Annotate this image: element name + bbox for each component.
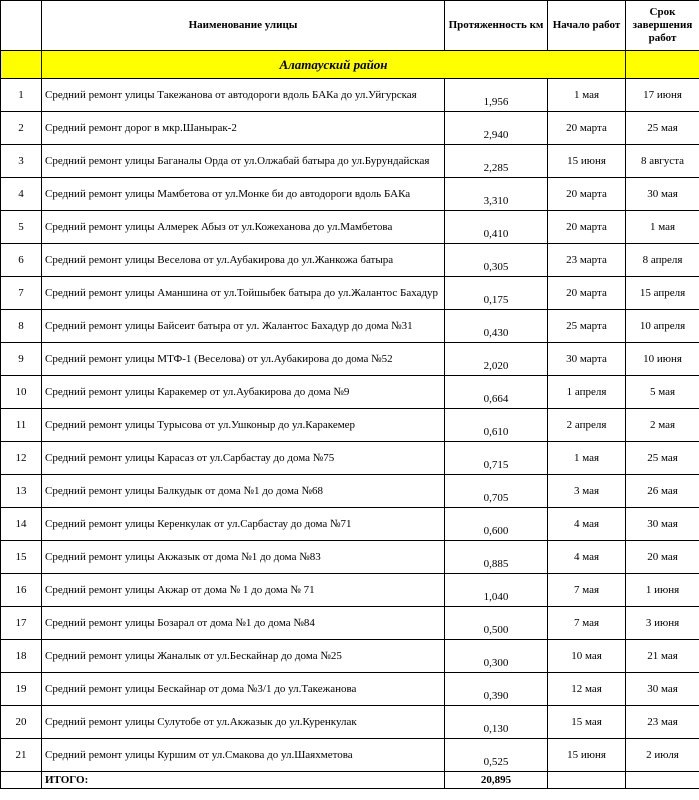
end-date: 10 апреля: [626, 310, 699, 343]
length-km: 3,310: [445, 178, 548, 211]
street-name: Средний ремонт улицы Керенкулак от ул.Сарбастау до дома №71: [42, 508, 445, 541]
row-number: 1: [1, 79, 42, 112]
total-end-cell: [626, 772, 699, 789]
table-row: [1, 673, 699, 706]
start-date: 7 мая: [548, 574, 626, 607]
end-date: 21 мая: [626, 640, 699, 673]
length-km: 0,664: [445, 376, 548, 409]
end-date: 17 июня: [626, 79, 699, 112]
table-row: [1, 541, 699, 574]
row-number: 4: [1, 178, 42, 211]
length-km: 0,300: [445, 640, 548, 673]
length-km: 1,956: [445, 79, 548, 112]
district-name: Алатауский район: [42, 51, 626, 79]
start-date: 3 мая: [548, 475, 626, 508]
length-km: 2,020: [445, 343, 548, 376]
end-date: 15 апреля: [626, 277, 699, 310]
row-number: 10: [1, 376, 42, 409]
start-date: 10 мая: [548, 640, 626, 673]
end-date: 1 июня: [626, 574, 699, 607]
length-km: 0,430: [445, 310, 548, 343]
start-date: 2 апреля: [548, 409, 626, 442]
length-km: 0,130: [445, 706, 548, 739]
street-name: Средний ремонт улицы Аманшина от ул.Тойшыбек батыра до ул.Жалантос Бахадур: [42, 277, 445, 310]
row-number: 18: [1, 640, 42, 673]
start-date: 20 марта: [548, 277, 626, 310]
end-date: 25 мая: [626, 442, 699, 475]
table-row: [1, 508, 699, 541]
length-km: 0,610: [445, 409, 548, 442]
table-row: [1, 706, 699, 739]
row-number: 6: [1, 244, 42, 277]
end-date: 8 августа: [626, 145, 699, 178]
end-date: 10 июня: [626, 343, 699, 376]
street-name: Средний ремонт улицы Бескайнар от дома №3/1 до ул.Такежанова: [42, 673, 445, 706]
row-number: 14: [1, 508, 42, 541]
end-date: 30 мая: [626, 673, 699, 706]
street-name: Средний ремонт улицы Акжар от дома № 1 до дома № 71: [42, 574, 445, 607]
row-number: 3: [1, 145, 42, 178]
street-name: Средний ремонт улицы Бозарал от дома №1 до дома №84: [42, 607, 445, 640]
table-row: [1, 277, 699, 310]
street-name: Средний ремонт улицы МТФ-1 (Веселова) от ул.Аубакирова до дома №52: [42, 343, 445, 376]
district-row: [1, 51, 699, 79]
street-name: Средний ремонт улицы Баганалы Орда от ул.Олжабай батыра до ул.Бурундайская: [42, 145, 445, 178]
table-row: [1, 442, 699, 475]
length-km: 0,705: [445, 475, 548, 508]
row-number: 5: [1, 211, 42, 244]
table-row: [1, 112, 699, 145]
start-date: 20 марта: [548, 211, 626, 244]
street-name: Средний ремонт улицы Карасаз от ул.Сарбастау до дома №75: [42, 442, 445, 475]
header-start: Начало работ: [548, 1, 626, 51]
table-row: [1, 376, 699, 409]
street-name: Средний ремонт улицы Акжазык от дома №1 до дома №83: [42, 541, 445, 574]
table-row: [1, 739, 699, 772]
total-row: [1, 772, 699, 789]
table-row: [1, 640, 699, 673]
start-date: 20 марта: [548, 112, 626, 145]
start-date: 25 марта: [548, 310, 626, 343]
row-number: 13: [1, 475, 42, 508]
row-number: 7: [1, 277, 42, 310]
row-number: 9: [1, 343, 42, 376]
header-num: [1, 1, 42, 51]
length-km: 0,390: [445, 673, 548, 706]
start-date: 4 мая: [548, 541, 626, 574]
total-label: ИТОГО:: [42, 772, 445, 789]
start-date: 23 марта: [548, 244, 626, 277]
end-date: 23 мая: [626, 706, 699, 739]
length-km: 0,600: [445, 508, 548, 541]
length-km: 1,040: [445, 574, 548, 607]
street-name: Средний ремонт улицы Каракемер от ул.Аубакирова до дома №9: [42, 376, 445, 409]
street-name: Средний ремонт улицы Такежанова от автодороги вдоль БАКа до ул.Уйгурская: [42, 79, 445, 112]
start-date: 30 марта: [548, 343, 626, 376]
end-date: 30 мая: [626, 508, 699, 541]
end-date: 20 мая: [626, 541, 699, 574]
start-date: 15 июня: [548, 145, 626, 178]
street-name: Средний ремонт улицы Веселова от ул.Аубакирова до ул.Жанкожа батыра: [42, 244, 445, 277]
start-date: 12 мая: [548, 673, 626, 706]
row-number: 12: [1, 442, 42, 475]
length-km: 0,525: [445, 739, 548, 772]
end-date: 25 мая: [626, 112, 699, 145]
table-row: [1, 310, 699, 343]
street-name: Средний ремонт улицы Турысова от ул.Ушконыр до ул.Каракемер: [42, 409, 445, 442]
table-row: [1, 343, 699, 376]
row-number: 17: [1, 607, 42, 640]
end-date: 2 мая: [626, 409, 699, 442]
end-date: 5 мая: [626, 376, 699, 409]
table-row: [1, 574, 699, 607]
length-km: 0,715: [445, 442, 548, 475]
header-street-name: Наименование улицы: [42, 1, 445, 51]
row-number: 15: [1, 541, 42, 574]
header-end: Срок завершения работ: [626, 1, 699, 51]
start-date: 15 мая: [548, 706, 626, 739]
street-name: Средний ремонт улицы Куршим от ул.Смакова до ул.Шаяхметова: [42, 739, 445, 772]
district-cell-empty: [1, 51, 42, 79]
table-row: [1, 145, 699, 178]
start-date: 4 мая: [548, 508, 626, 541]
street-name: Средний ремонт дорог в мкр.Шанырак-2: [42, 112, 445, 145]
length-km: 0,500: [445, 607, 548, 640]
table-row: [1, 79, 699, 112]
end-date: 26 мая: [626, 475, 699, 508]
row-number: 20: [1, 706, 42, 739]
total-num-cell: [1, 772, 42, 789]
end-date: 8 апреля: [626, 244, 699, 277]
start-date: 1 мая: [548, 79, 626, 112]
length-km: 0,410: [445, 211, 548, 244]
table-row: [1, 409, 699, 442]
table-row: [1, 211, 699, 244]
row-number: 2: [1, 112, 42, 145]
start-date: 1 апреля: [548, 376, 626, 409]
end-date: 30 мая: [626, 178, 699, 211]
end-date: 1 мая: [626, 211, 699, 244]
start-date: 1 мая: [548, 442, 626, 475]
total-start-cell: [548, 772, 626, 789]
start-date: 7 мая: [548, 607, 626, 640]
table-row: [1, 178, 699, 211]
table-row: [1, 475, 699, 508]
table-row: [1, 244, 699, 277]
street-name: Средний ремонт улицы Балкудык от дома №1 до дома №68: [42, 475, 445, 508]
street-name: Средний ремонт улицы Мамбетова от ул.Монке би до автодороги вдоль БАКа: [42, 178, 445, 211]
length-km: 2,940: [445, 112, 548, 145]
row-number: 19: [1, 673, 42, 706]
length-km: 0,175: [445, 277, 548, 310]
length-km: 0,885: [445, 541, 548, 574]
end-date: 2 июля: [626, 739, 699, 772]
row-number: 11: [1, 409, 42, 442]
row-number: 8: [1, 310, 42, 343]
row-number: 16: [1, 574, 42, 607]
end-date: 3 июня: [626, 607, 699, 640]
street-name: Средний ремонт улицы Жаналык от ул.Бескайнар до дома №25: [42, 640, 445, 673]
district-cell-empty-2: [626, 51, 699, 79]
header-length: Протяженность км: [445, 1, 548, 51]
header-row: [1, 1, 699, 51]
length-km: 2,285: [445, 145, 548, 178]
length-km: 0,305: [445, 244, 548, 277]
start-date: 20 марта: [548, 178, 626, 211]
street-name: Средний ремонт улицы Сулутобе от ул.Акжазык до ул.Куренкулак: [42, 706, 445, 739]
table-row: [1, 607, 699, 640]
street-name: Средний ремонт улицы Байсеит батыра от ул. Жалантос Бахадур до дома №31: [42, 310, 445, 343]
row-number: 21: [1, 739, 42, 772]
street-name: Средний ремонт улицы Алмерек Абыз от ул.Кожеханова до ул.Мамбетова: [42, 211, 445, 244]
total-length: 20,895: [445, 772, 548, 789]
start-date: 15 июня: [548, 739, 626, 772]
